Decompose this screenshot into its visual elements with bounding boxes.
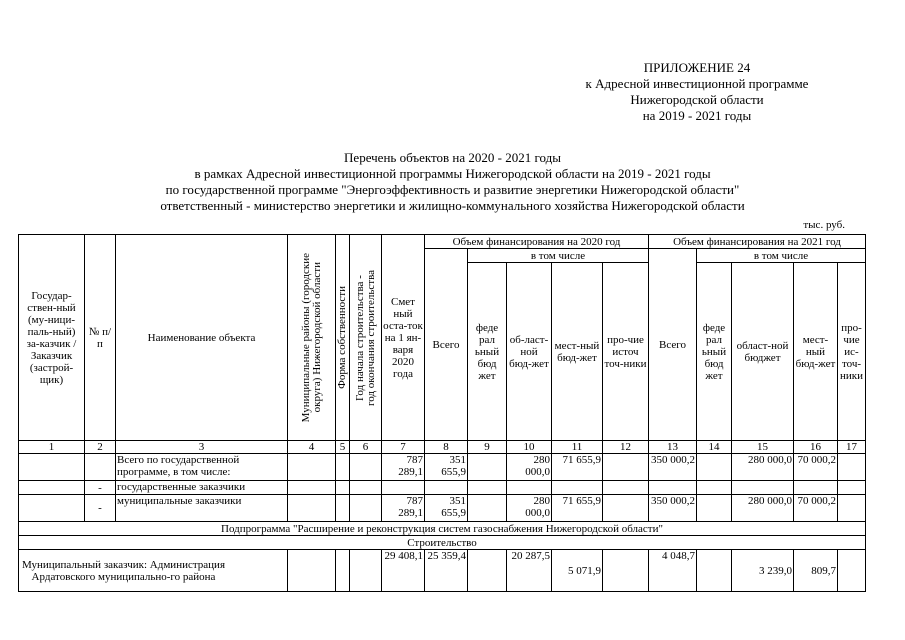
- row-total-reg20: 280 000,0: [507, 454, 552, 481]
- col-number: 14: [697, 441, 732, 454]
- objects-table: [18, 234, 866, 592]
- row-muni-num: -: [85, 495, 116, 522]
- header-years: [350, 235, 382, 441]
- header-district-l2: округа) Нижегородской области: [310, 262, 323, 413]
- row-muni-name: муниципальные заказчики: [116, 495, 288, 522]
- appendix-line-3: Нижегородской области: [630, 92, 764, 107]
- header-customer: Государ-ствен-ный (му-ници-паль-ный) за-казчик / Заказчик (застрой-щик): [19, 235, 85, 441]
- header-ownership: [336, 235, 350, 441]
- construction-title: Строительство: [19, 536, 866, 550]
- appendix-line-4: на 2019 - 2021 годы: [642, 108, 752, 123]
- table-row-muni: [19, 495, 866, 522]
- row-muni-total21: 350 000,2: [649, 495, 697, 522]
- header-including-2021: в том числе: [697, 249, 866, 263]
- row-ardatov-total21: 4 048,7: [649, 550, 697, 592]
- row-state-name: государственные заказчики: [116, 481, 288, 495]
- header-fin-2020: Объем финансирования на 2020 год: [425, 235, 649, 249]
- header-balance: Смет ный оста-ток на 1 ян-варя 2020 года: [382, 235, 425, 441]
- col-number: 12: [603, 441, 649, 454]
- header-regional-2020: об-ласт-ной бюд-жет: [507, 263, 552, 441]
- col-number: 1: [19, 441, 85, 454]
- row-total-name: Всего по государственной программе, в том числе:: [116, 454, 288, 481]
- table-row-construction: [19, 536, 866, 550]
- col-number: 4: [288, 441, 336, 454]
- col-number: 9: [468, 441, 507, 454]
- title-line-4: ответственный - министерство энергетики и жилищно-коммунального хозяйства Нижегородской области: [160, 198, 745, 213]
- table-row-total: [19, 454, 866, 481]
- row-ardatov-reg21: 3 239,0: [732, 550, 794, 592]
- row-ardatov-balance: 29 408,1: [382, 550, 425, 592]
- col-number: 15: [732, 441, 794, 454]
- col-number: 2: [85, 441, 116, 454]
- header-total-2021: Всего: [649, 249, 697, 441]
- header-fin-2021: Объем финансирования на 2021 год: [649, 235, 866, 249]
- table-row-ardatov: [19, 550, 866, 592]
- col-number: 8: [425, 441, 468, 454]
- row-total-loc20: 71 655,9: [552, 454, 603, 481]
- row-total-loc21: 70 000,2: [794, 454, 838, 481]
- title-line-1: Перечень объектов на 2020 - 2021 годы: [344, 150, 561, 165]
- row-total-balance: 787 289,1: [382, 454, 425, 481]
- row-total-reg21: 280 000,0: [732, 454, 794, 481]
- col-number: 3: [116, 441, 288, 454]
- header-including-2020: в том числе: [468, 249, 649, 263]
- document-title: [60, 150, 845, 214]
- header-district: [288, 235, 336, 441]
- header-federal-2020: феде рал ьный бюд жет: [468, 263, 507, 441]
- row-ardatov-total20: 25 359,4: [425, 550, 468, 592]
- header-other-2020: про-чие источ точ-ники: [603, 263, 649, 441]
- col-number: 7: [382, 441, 425, 454]
- header-ownership-text: Форма собственности: [336, 286, 348, 389]
- header-years-l2: год окончания строительства: [364, 269, 377, 406]
- row-muni-balance: 787 289,1: [382, 495, 425, 522]
- header-federal-2021: феде рал ьный бюд жет: [697, 263, 732, 441]
- row-muni-reg21: 280 000,0: [732, 495, 794, 522]
- row-muni-total20: 351 655,9: [425, 495, 468, 522]
- header-local-2020: мест-ный бюд-жет: [552, 263, 603, 441]
- col-number: 6: [350, 441, 382, 454]
- col-number: 17: [838, 441, 866, 454]
- title-line-2: в рамках Адресной инвестиционной программы Нижегородской области на 2019 - 2021 годы: [194, 166, 711, 181]
- appendix-block: [567, 60, 827, 124]
- col-number: 5: [336, 441, 350, 454]
- row-muni-loc20: 71 655,9: [552, 495, 603, 522]
- row-muni-loc21: 70 000,2: [794, 495, 838, 522]
- column-numbers-row: [19, 441, 866, 454]
- header-district-l1: Муниципальные районы (городские: [299, 252, 312, 423]
- units-label: тыс. руб.: [803, 219, 845, 231]
- row-ardatov-loc21: 809,7: [794, 550, 838, 592]
- col-number: 16: [794, 441, 838, 454]
- appendix-line-2: к Адресной инвестиционной программе: [585, 76, 809, 91]
- header-regional-2021: област-ной бюджет: [732, 263, 794, 441]
- row-total-total21: 350 000,2: [649, 454, 697, 481]
- row-state-num: -: [85, 481, 116, 495]
- row-total-total20: 351 655,9: [425, 454, 468, 481]
- header-total-2020: Всего: [425, 249, 468, 441]
- appendix-line-1: ПРИЛОЖЕНИЕ 24: [643, 60, 751, 75]
- row-muni-reg20: 280 000,0: [507, 495, 552, 522]
- header-row-1: [19, 235, 866, 249]
- header-other-2021: про-чие ис-точ-ники: [838, 263, 866, 441]
- table-row-state: [19, 481, 866, 495]
- row-ardatov-loc20: 5 071,9: [552, 550, 603, 592]
- header-name: Наименование объекта: [116, 235, 288, 441]
- table-row-subprogram: [19, 522, 866, 536]
- row-ardatov-name: Муниципальный заказчик: Администрация Ардатовского муниципально-го района: [19, 550, 288, 592]
- subprogram-title: Подпрограмма "Расширение и реконструкция систем газоснабжения Нижегородской области": [19, 522, 866, 536]
- col-number: 11: [552, 441, 603, 454]
- col-number: 10: [507, 441, 552, 454]
- title-line-3: по государственной программе "Энергоэффективность и развитие энергетики Нижегородской области": [165, 182, 740, 197]
- header-years-l1: Год начала строительства -: [353, 274, 366, 401]
- header-num: № п/п: [85, 235, 116, 441]
- row-ardatov-reg20: 20 287,5: [507, 550, 552, 592]
- header-local-2021: мест-ный бюд-жет: [794, 263, 838, 441]
- col-number: 13: [649, 441, 697, 454]
